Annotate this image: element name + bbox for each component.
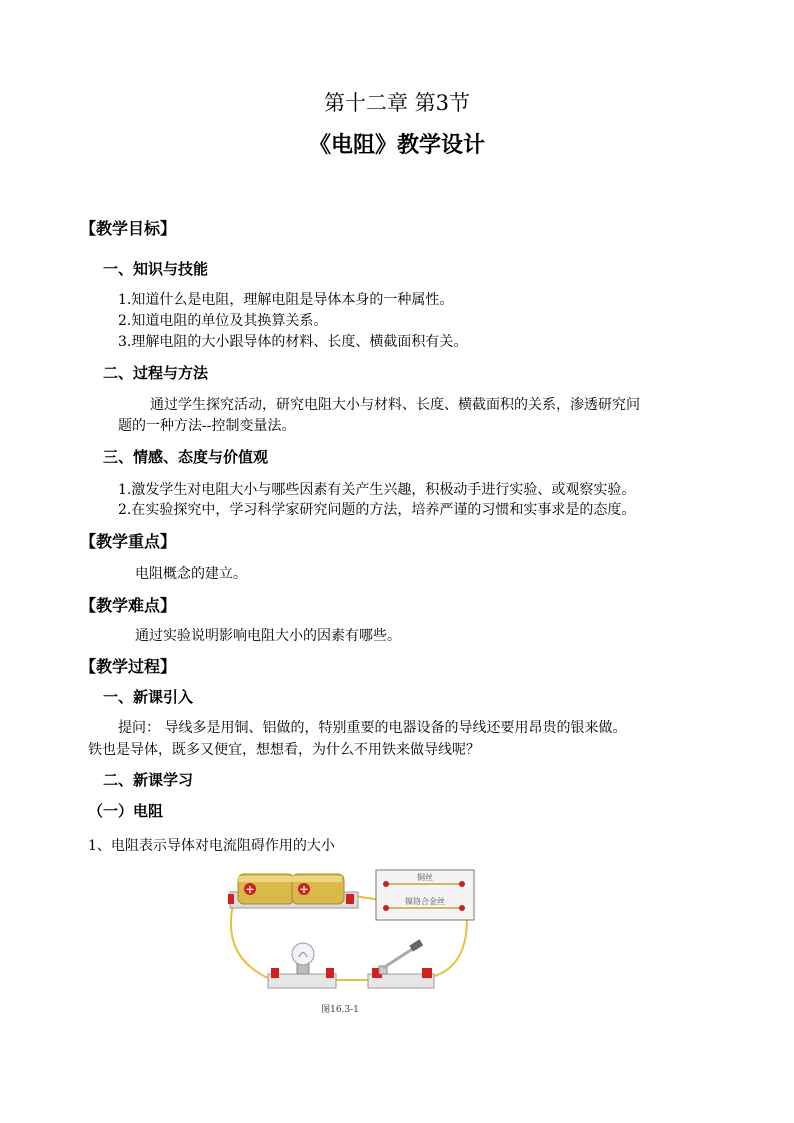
nichrome-wire-label: 镍铬合金丝 [405,897,445,906]
intro-heading: 一、新课引入 [103,688,194,706]
method-heading: 二、过程与方法 [103,364,209,382]
intro-line-2: 铁也是导体，既多又便宜，想想看，为什么不用铁来做导线呢？ [88,742,480,758]
wire-board [376,870,474,920]
lamp [268,943,336,988]
key-heading: 【教学重点】 [80,532,177,551]
study-heading: 二、新课学习 [103,771,194,789]
attitude-item-1: 1.激发学生对电阻大小与哪些因素有关产生兴趣，积极动手进行实验、或观察实验。 [118,482,636,498]
knowledge-item-1: 1.知道什么是电阻，理解电阻是导体本身的一种属性。 [118,292,454,308]
battery-holder [228,874,358,908]
process-heading: 【教学过程】 [80,657,177,676]
method-line-2: 题的一种方法--控制变量法。 [118,418,296,434]
attitude-item-2: 2.在实验探究中，学习科学家研究问题的方法，培养严谨的习惯和实事求是的态度。 [118,502,636,518]
difficulty-heading: 【教学难点】 [80,596,177,615]
circuit-figure [222,862,482,1022]
knowledge-item-2: 2.知道电阻的单位及其换算关系。 [118,313,328,329]
point-1: 1、电阻表示导体对电流阻碍作用的大小 [88,838,335,854]
light-bulb-icon [292,943,314,965]
resistance-subheading: （一）电阻 [88,802,164,820]
battery-plus-label-2: + [299,883,309,896]
goals-heading: 【教学目标】 [80,219,177,238]
copper-wire-label: 铜丝 [417,873,433,882]
key-text: 电阻概念的建立。 [135,566,247,582]
battery-plus-label-1: + [245,883,255,896]
wire-left [231,900,270,979]
knowledge-heading: 一、知识与技能 [103,260,209,278]
difficulty-text: 通过实验说明影响电阻大小的因素有哪些。 [135,628,401,644]
attitude-heading: 三、情感、态度与价值观 [103,448,269,466]
document-title: 第十二章 第3节 [323,91,471,115]
document-subtitle: 《电阻》教学设计 [308,132,485,158]
knowledge-item-3: 3.理解电阻的大小跟导体的材料、长度、横截面积有关。 [118,334,468,350]
switch [368,939,434,988]
method-line-1: 通过学生探究活动，研究电阻大小与材料、长度、横截面积的关系，渗透研究问 [150,397,640,413]
figure-caption: 图16.3-1 [321,1005,359,1015]
intro-line-1: 提问： 导线多是用铜、铝做的，特别重要的电器设备的导线还要用昂贵的银来做。 [118,720,627,736]
